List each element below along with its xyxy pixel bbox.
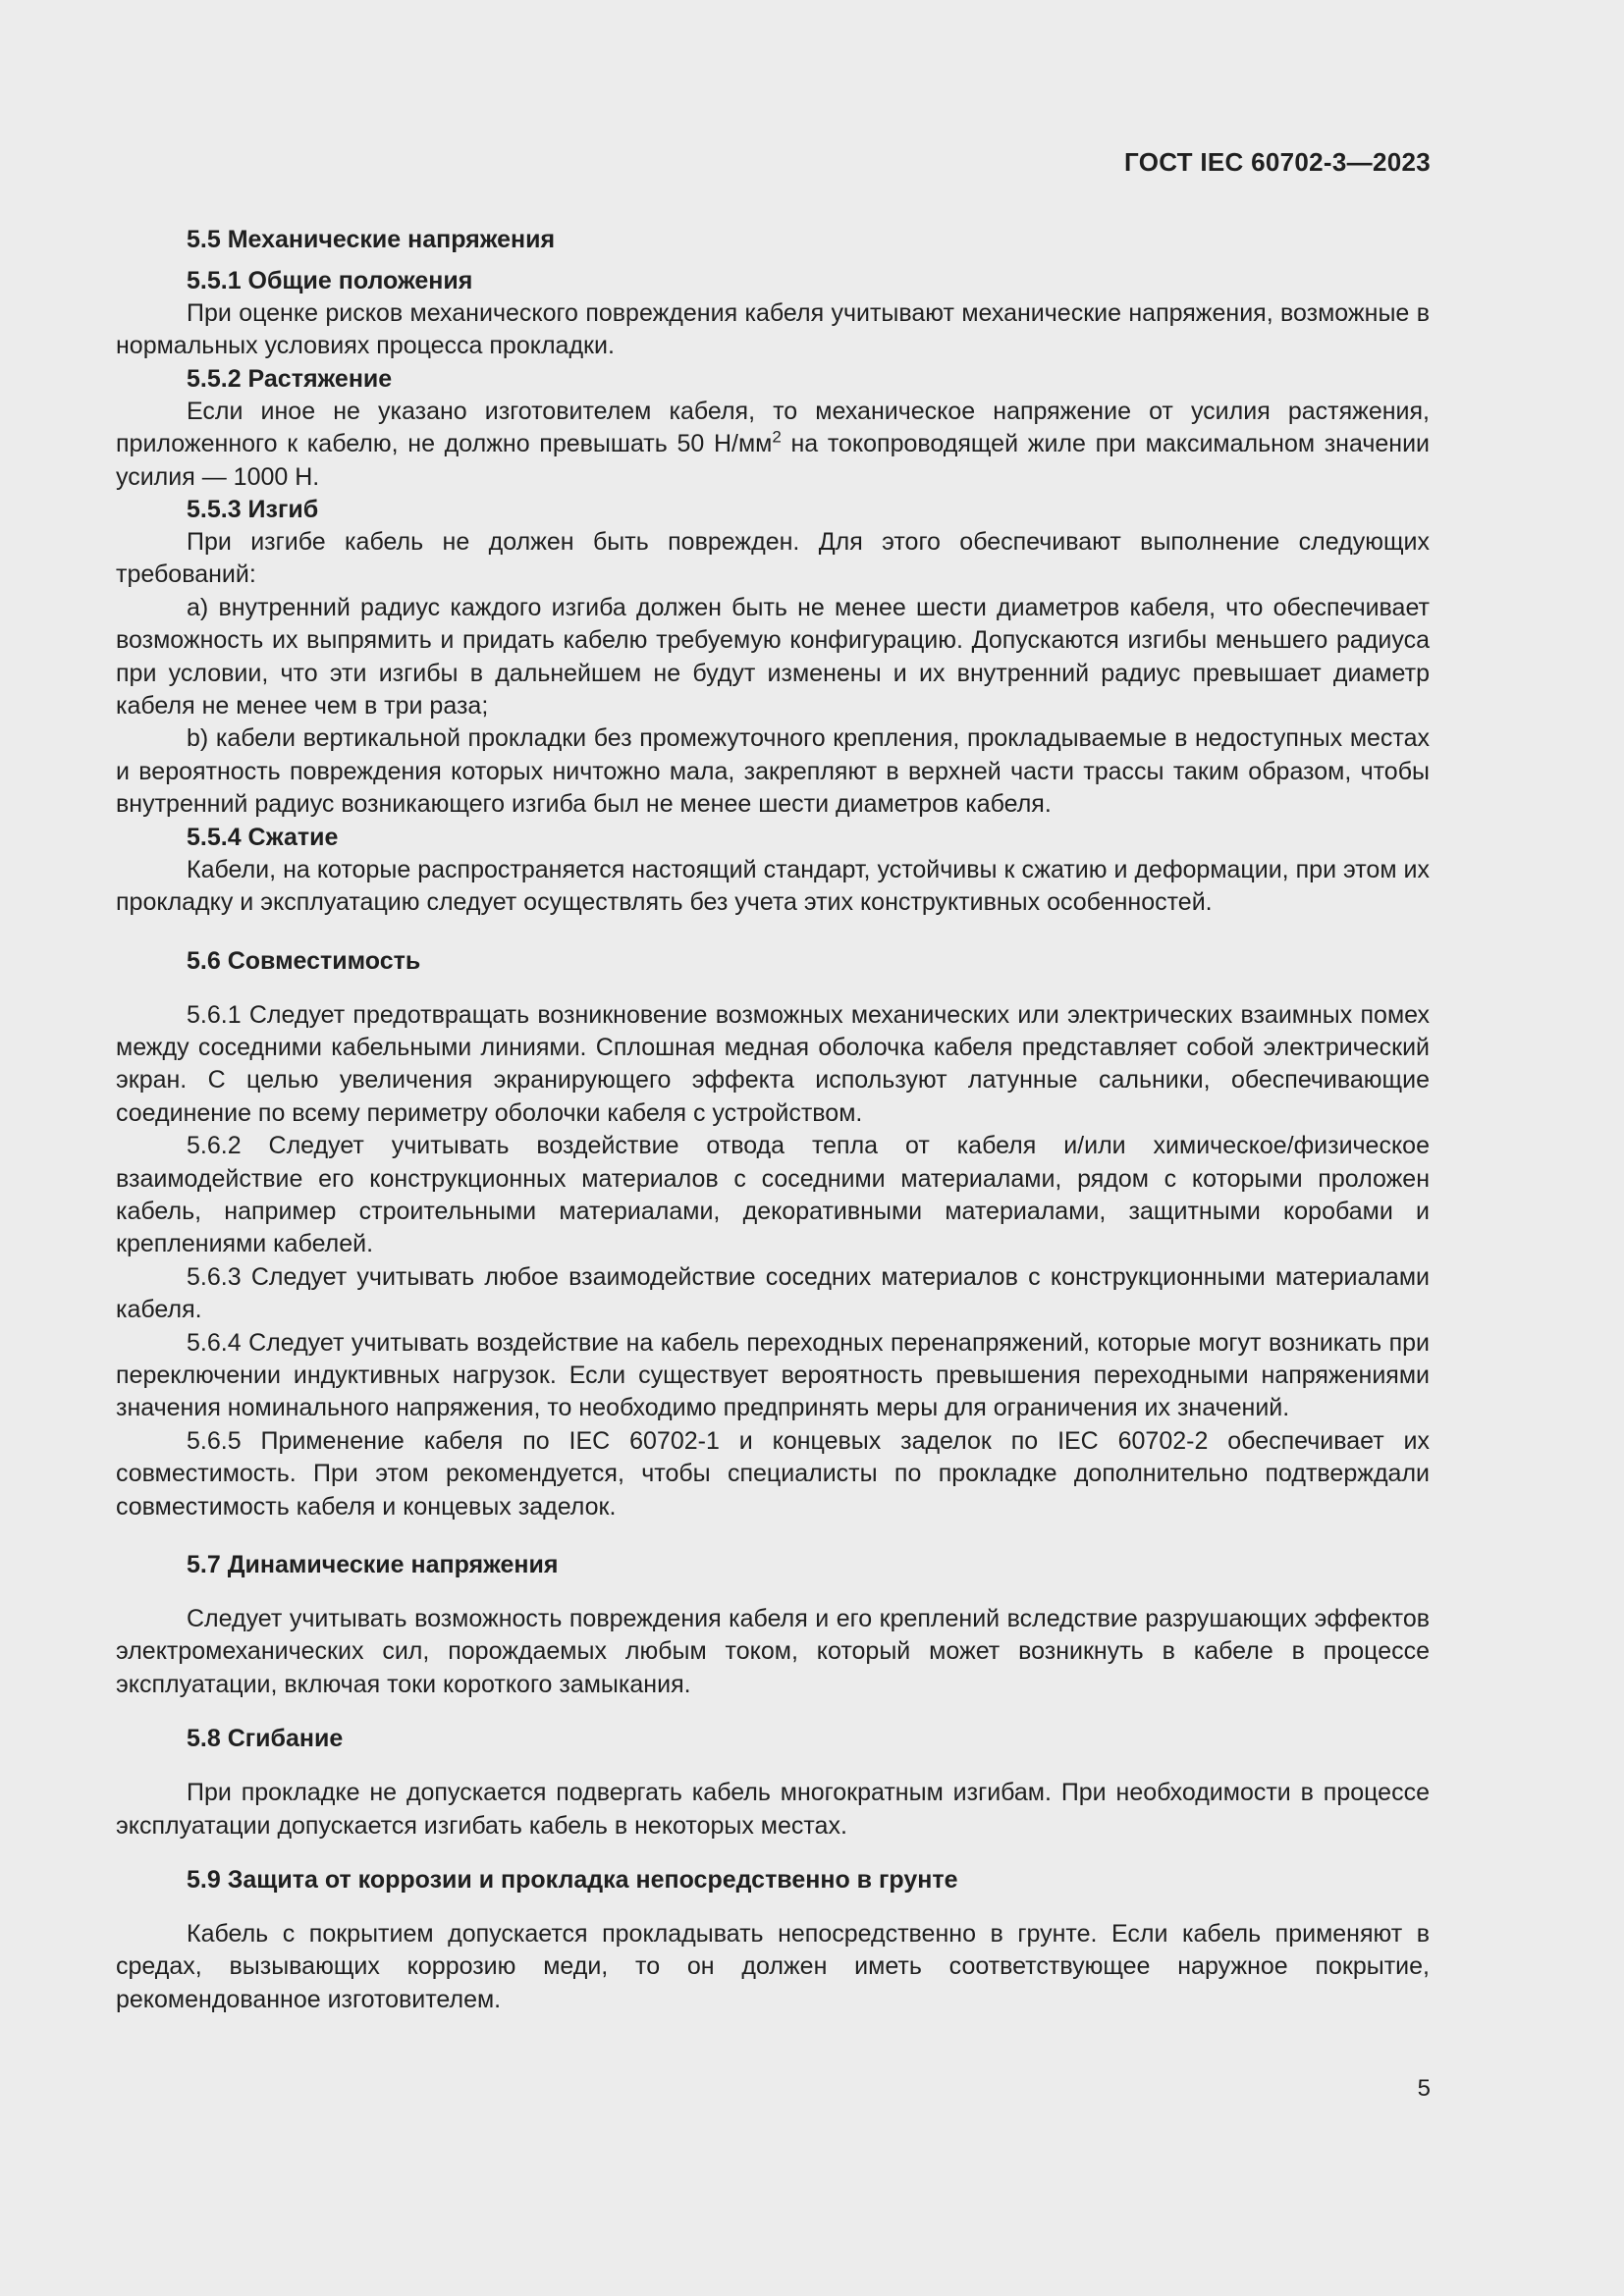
section-5-9-title: 5.9 Защита от коррозии и прокладка непосредственно в грунте (187, 1866, 958, 1895)
section-5-5-3-item-a: a) внутренний радиус каждого изгиба должен быть не менее шести диаметров кабеля, что обеспечивает возможность их выпрямить и придать кабелю требуемую конфигурацию. Допускаются изгибы меньшего радиуса при условии, что эти изгибы в дальнейшем не будут изменены и их внутренний радиус превышает диаметр кабеля не менее чем в три раза; (116, 593, 1430, 721)
section-5-5-1-text: При оценке рисков механического повреждения кабеля учитывают механические напряжения, возможные в нормальных условиях процесса прокладки. (116, 299, 1430, 360)
section-5-6-title: 5.6 Совместимость (187, 946, 421, 975)
section-5-5-3-title: 5.5.3 Изгиб (187, 496, 319, 524)
section-5-5-2-text-a: Если иное не указано изготовителем кабеля, то механическое напряжение от усилия растяжения, приложенного к кабелю, не должно превышать 50 Н/мм (116, 397, 1430, 458)
section-5-6-5-text: 5.6.5 Применение кабеля по IEC 60702-1 и концевых заделок по IEC 60702-2 обеспечивает их совместимость. При этом рекомендуется, чтобы специалисты по прокладке дополнительно подтверждали совместимость кабеля и концевых заделок. (116, 1426, 1430, 1521)
superscript-2: 2 (772, 427, 782, 447)
page-content (116, 224, 1430, 2016)
section-5-5-2-title: 5.5.2 Растяжение (187, 364, 393, 393)
section-5-5-4-text: Кабели, на которые распространяется настоящий стандарт, устойчивы к сжатию и деформации, при этом их прокладку и эксплуатацию следует осуществлять без учета этих конструктивных особенностей. (116, 855, 1430, 917)
section-5-6-3-text: 5.6.3 Следует учитывать любое взаимодействие соседних материалов с конструкционными материалами кабеля. (116, 1262, 1430, 1324)
section-5-6-1-text: 5.6.1 Следует предотвращать возникновение возможных механических или электрических взаимных помех между соседними кабельными линиями. Сплошная медная оболочка кабеля представляет собой электрический экран. С целью увеличения экранирующего эффекта используют латунные сальники, обеспечивающие соединение по всему периметру оболочки кабеля с устройством. (116, 1000, 1430, 1127)
section-5-6-2-text: 5.6.2 Следует учитывать воздействие отвода тепла от кабеля и/или химическое/физическое взаимодействие его конструкционных материалов с соседними материалами, рядом с которыми проложен кабель, например строительными материалами, декоративными материалами, защитными коробами и креплениями кабелей. (116, 1132, 1430, 1258)
section-5-5-title: 5.5 Механические напряжения (187, 226, 556, 253)
section-5-8-text: При прокладке не допускается подвергать кабель многократным изгибам. При необходимости в процессе эксплуатации допускается изгибать кабель в некоторых местах. (116, 1779, 1430, 1840)
section-5-9-text: Кабель с покрытием допускается прокладывать непосредственно в грунте. Если кабель применяют в средах, вызывающих коррозию меди, то он должен иметь соответствующее наружное покрытие, рекомендованное изготовителем. (116, 1920, 1430, 2013)
section-5-5-4-title: 5.5.4 Сжатие (187, 823, 339, 851)
page-number: 5 (1417, 2075, 1431, 2102)
section-5-8-title: 5.8 Сгибание (187, 1725, 344, 1753)
section-5-5-3-text: При изгибе кабель не должен быть поврежден. Для этого обеспечивают выполнение следующих требований: (116, 528, 1430, 589)
section-5-5-2-text-b: на токопроводящей жиле при максимальном значении усилия — 1000 Н. (116, 430, 1430, 491)
section-5-7-title: 5.7 Динамические напряжения (187, 1551, 559, 1578)
section-5-5-3-item-b: b) кабели вертикальной прокладки без промежуточного крепления, прокладываемые в недоступных местах и вероятность повреждения которых ничтожно мала, закрепляют в верхней части трассы таким образом, чтобы внутренний радиус возникающего изгиба был не менее шести диаметров кабеля. (116, 724, 1430, 819)
section-5-6-4-text: 5.6.4 Следует учитывать воздействие на кабель переходных перенапряжений, которые могут возникать при переключении индуктивных нагрузок. Если существует вероятность превышения переходными напряжениями значения номинального напряжения, то необходимо предпринять меры для ограничения их значений. (116, 1328, 1430, 1422)
section-5-5-2-text (116, 396, 1430, 494)
document-standard-id: ГОСТ IEC 60702-3—2023 (1124, 147, 1431, 177)
section-5-7-text: Следует учитывать возможность повреждения кабеля и его креплений вследствие разрушающих эффектов электромеханических сил, порождаемых любым током, который может возникнуть в кабеле в процессе эксплуатации, включая токи короткого замыкания. (116, 1605, 1430, 1698)
section-5-5-1-title: 5.5.1 Общие положения (187, 267, 473, 294)
